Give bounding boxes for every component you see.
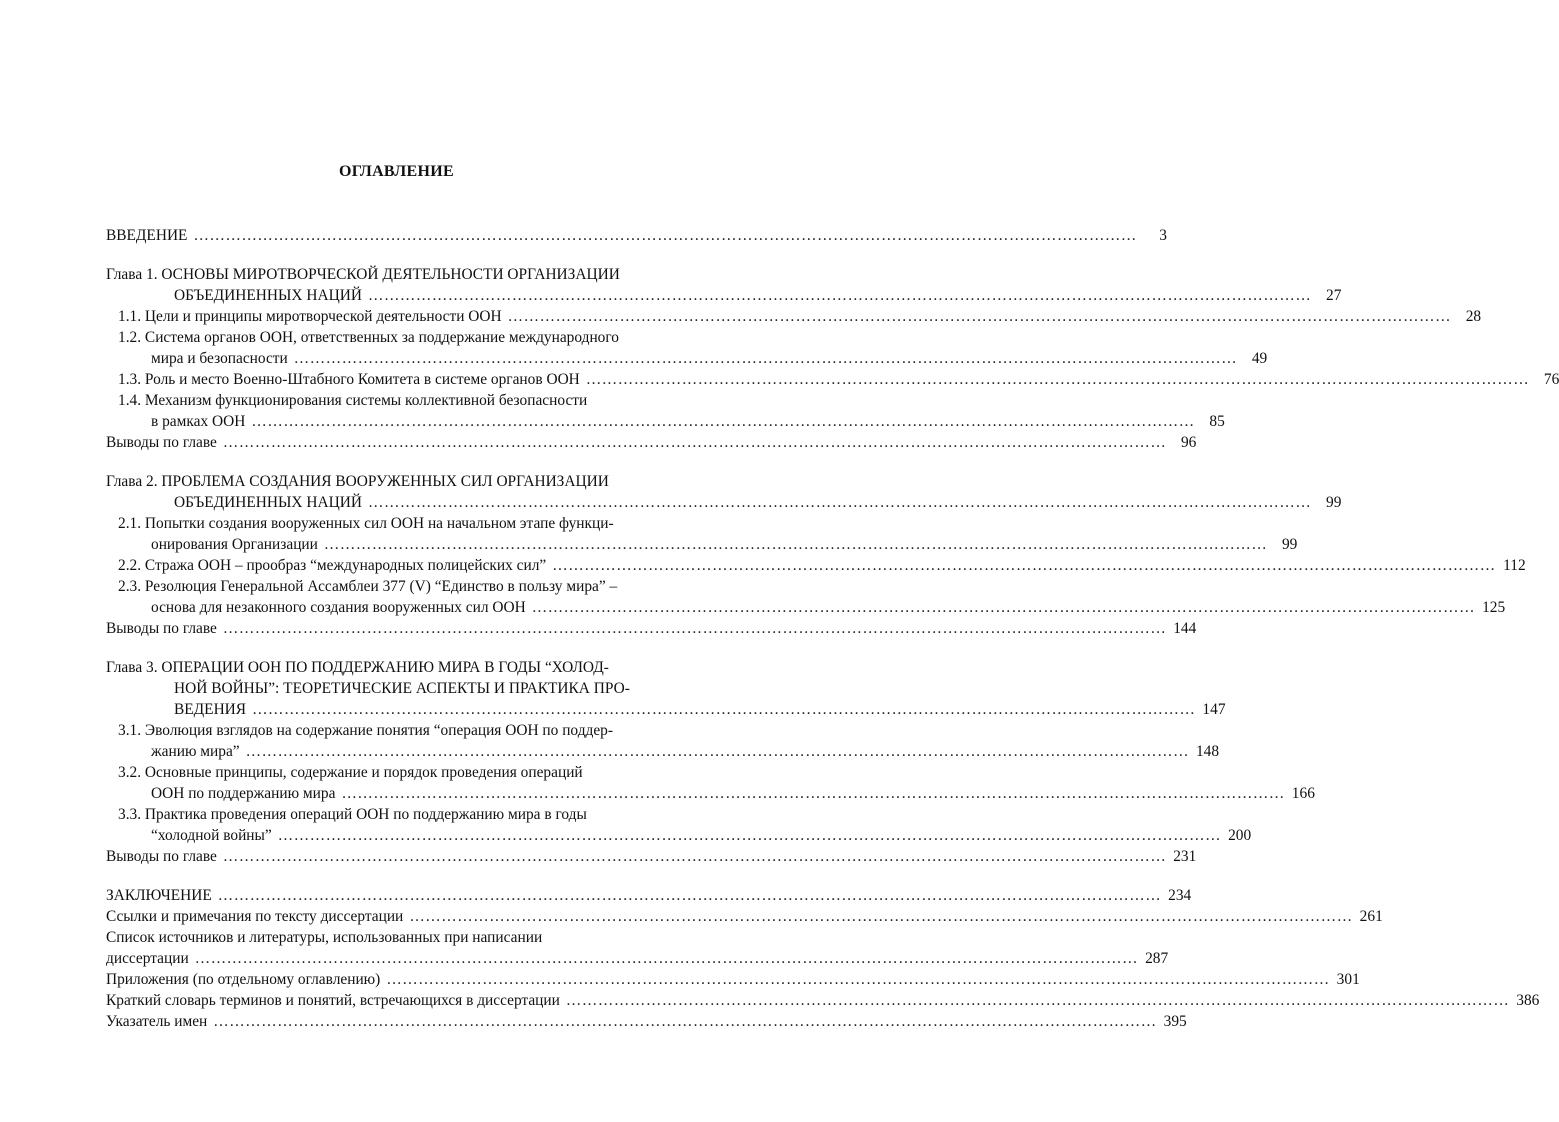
leader-dots: …………………………………………………………………………………………………………………………………………………………… [213, 1013, 1157, 1030]
leader-dots: …………………………………………………………………………………………………………………………………………………………… [386, 971, 1330, 988]
leader-dots: …………………………………………………………………………………………………………………………………………………………… [552, 557, 1496, 574]
entry-label: диссертации [106, 950, 189, 967]
toc-entry-chapter-3 [106, 699, 1226, 720]
leader-dots: …………………………………………………………………………………………………………………………………………………………… [409, 908, 1353, 925]
page-number: 99 [1326, 494, 1342, 511]
leader-dots: …………………………………………………………………………………………………………………………………………………………… [293, 350, 1238, 367]
page-number: 148 [1195, 743, 1220, 760]
page-number: 200 [1228, 827, 1252, 844]
chapter-3-title-line2: НОЙ ВОЙНЫ”: ТЕОРЕТИЧЕСКИЕ АСПЕКТЫ И ПРАКТИКА ПРО- [174, 680, 630, 697]
entry-label: 2.2. Стража ООН – прообраз “международных полицейских сил” [118, 557, 547, 574]
page-number: 144 [1173, 620, 1197, 637]
chapter-3-title-line1: Глава 3. ОПЕРАЦИИ ООН ПО ПОДДЕРЖАНИЮ МИРА В ГОДЫ “ХОЛОД- [106, 659, 609, 676]
toc-entry-1-3 [106, 369, 1559, 390]
page-number: 147 [1202, 701, 1226, 718]
toc-entry-glossary [106, 990, 1540, 1011]
toc-entry-appendices [106, 969, 1360, 990]
page-number: 27 [1326, 287, 1342, 304]
entry-label: основа для незаконного создания вооруженных сил ООН [151, 599, 526, 616]
entry-label: в рамках ООН [151, 413, 246, 430]
toc-entry-3-2 [106, 783, 1315, 804]
leader-dots: …………………………………………………………………………………………………………………………………………………………… [194, 950, 1139, 967]
toc-entry-chapter-2 [106, 492, 1342, 513]
entry-label: “холодной войны” [151, 827, 272, 844]
entry-label: Выводы по главе [106, 848, 217, 865]
entry-label: Краткий словарь терминов и понятий, встречающихся в диссертации [106, 992, 560, 1009]
toc-entry-2-2 [106, 555, 1526, 576]
toc-entry-index [106, 1011, 1187, 1032]
toc-entry-1-1 [106, 306, 1482, 327]
page-number: 166 [1291, 785, 1315, 802]
toc-entry-1-4-line1: 1.4. Механизм функционирования системы коллективной безопасности [118, 392, 588, 409]
entry-label: ОБЪЕДИНЕННЫХ НАЦИЙ [174, 494, 362, 511]
page-number: 231 [1173, 848, 1197, 865]
page-number: 76 [1543, 371, 1559, 388]
leader-dots: …………………………………………………………………………………………………………………………………………………………… [367, 494, 1312, 511]
leader-dots: …………………………………………………………………………………………………………………………………………………………… [323, 536, 1268, 553]
toc-entry-3-3 [106, 825, 1252, 846]
entry-label: Выводы по главе [106, 434, 217, 451]
page-number: 49 [1251, 350, 1268, 367]
page-number: 287 [1145, 950, 1169, 967]
toc-entry-1-2 [106, 348, 1268, 369]
toc-entry-3-1 [106, 741, 1220, 762]
entry-label: Указатель имен [106, 1013, 208, 1030]
toc-entry-sources [106, 948, 1169, 969]
entry-label: ООН по поддержанию мира [151, 785, 336, 802]
page-number: 3 [1159, 227, 1167, 244]
toc-entry-1-4 [106, 411, 1225, 432]
page-number: 261 [1359, 908, 1383, 925]
toc-entry-3-1-line1: 3.1. Эволюция взглядов на содержание понятия “операция ООН по поддер- [118, 722, 614, 739]
entry-label: жанию мира” [151, 743, 240, 760]
page-number: 99 [1281, 536, 1298, 553]
toc-entry-2-3-line1: 2.3. Резолюция Генеральной Ассамблеи 377 (V) “Единство в пользу мира” – [118, 578, 618, 595]
leader-dots: …………………………………………………………………………………………………………………………………………………………… [222, 848, 1167, 865]
leader-dots: …………………………………………………………………………………………………………………………………………………………… [367, 287, 1312, 304]
toc-entry-sources-line1: Список источников и литературы, использованных при написании [106, 929, 543, 946]
page-number: 301 [1336, 971, 1360, 988]
entry-label: Ссылки и примечания по тексту диссертации [106, 908, 404, 925]
entry-label: 1.3. Роль и место Военно-Штабного Комитета в системе органов ООН [118, 371, 580, 388]
page-number: 112 [1503, 557, 1526, 574]
chapter-2-title-line1: Глава 2. ПРОБЛЕМА СОЗДАНИЯ ВООРУЖЕННЫХ СИЛ ОРГАНИЗАЦИИ [106, 473, 609, 490]
entry-label: ЗАКЛЮЧЕНИЕ [106, 887, 212, 904]
entry-label: онирования Организации [151, 536, 318, 553]
page-number: 386 [1516, 992, 1540, 1009]
toc-entry-notes [106, 906, 1383, 927]
entry-label: Выводы по главе [106, 620, 217, 637]
entry-label: ОБЪЕДИНЕННЫХ НАЦИЙ [174, 287, 362, 304]
toc-entry-chapter-1-conclusions [106, 432, 1197, 453]
leader-dots: …………………………………………………………………………………………………………………………………………………………… [507, 308, 1452, 325]
toc-entry-2-1 [106, 534, 1298, 555]
toc-entry-2-1-line1: 2.1. Попытки создания вооруженных сил ООН на начальном этапе функци- [118, 515, 614, 532]
leader-dots: …………………………………………………………………………………………………………………………………………………………… [531, 599, 1476, 616]
page-number: 28 [1465, 308, 1482, 325]
page-number: 96 [1180, 434, 1197, 451]
leader-dots: …………………………………………………………………………………………………………………………………………………………… [251, 413, 1195, 430]
leader-dots: …………………………………………………………………………………………………………………………………………………………… [193, 227, 1137, 244]
entry-label: 1.1. Цели и принципы миротворческой деятельности ООН [118, 308, 502, 325]
toc-entry-3-2-line1: 3.2. Основные принципы, содержание и порядок проведения операций [118, 764, 583, 781]
toc-entry-conclusion [106, 885, 1192, 906]
toc-entry-chapter-1 [106, 285, 1342, 306]
entry-label: ВВЕДЕНИЕ [106, 227, 188, 244]
leader-dots: …………………………………………………………………………………………………………………………………………………………… [217, 887, 1162, 904]
leader-dots: …………………………………………………………………………………………………………………………………………………………… [277, 827, 1222, 844]
toc-entry-chapter-2-conclusions [106, 618, 1197, 639]
leader-dots: …………………………………………………………………………………………………………………………………………………………… [252, 701, 1196, 718]
toc-entry-1-2-line1: 1.2. Система органов ООН, ответственных за поддержание международного [118, 329, 619, 346]
leader-dots: …………………………………………………………………………………………………………………………………………………………… [222, 620, 1167, 637]
page-number: 395 [1163, 1013, 1187, 1030]
toc-entry-intro [106, 225, 1167, 246]
chapter-1-title-line1: Глава 1. ОСНОВЫ МИРОТВОРЧЕСКОЙ ДЕЯТЕЛЬНОСТИ ОРГАНИЗАЦИИ [106, 266, 620, 283]
entry-label: Приложения (по отдельному оглавлению) [106, 971, 381, 988]
leader-dots: …………………………………………………………………………………………………………………………………………………………… [341, 785, 1285, 802]
entry-label: ВЕДЕНИЯ [174, 701, 247, 718]
toc-entry-3-3-line1: 3.3. Практика проведения операций ООН по поддержанию мира в годы [118, 806, 587, 823]
table-of-contents [106, 225, 1559, 1032]
page-number: 85 [1209, 413, 1225, 430]
toc-entry-2-3 [106, 597, 1506, 618]
leader-dots: …………………………………………………………………………………………………………………………………………………………… [222, 434, 1167, 451]
toc-entry-chapter-3-conclusions [106, 846, 1197, 867]
page-number: 125 [1482, 599, 1506, 616]
leader-dots: …………………………………………………………………………………………………………………………………………………………… [565, 992, 1510, 1009]
entry-label: мира и безопасности [151, 350, 288, 367]
leader-dots: …………………………………………………………………………………………………………………………………………………………… [585, 371, 1530, 388]
page-title: ОГЛАВЛЕНИЕ [339, 163, 454, 180]
leader-dots: …………………………………………………………………………………………………………………………………………………………… [245, 743, 1190, 760]
page-number: 234 [1168, 887, 1192, 904]
